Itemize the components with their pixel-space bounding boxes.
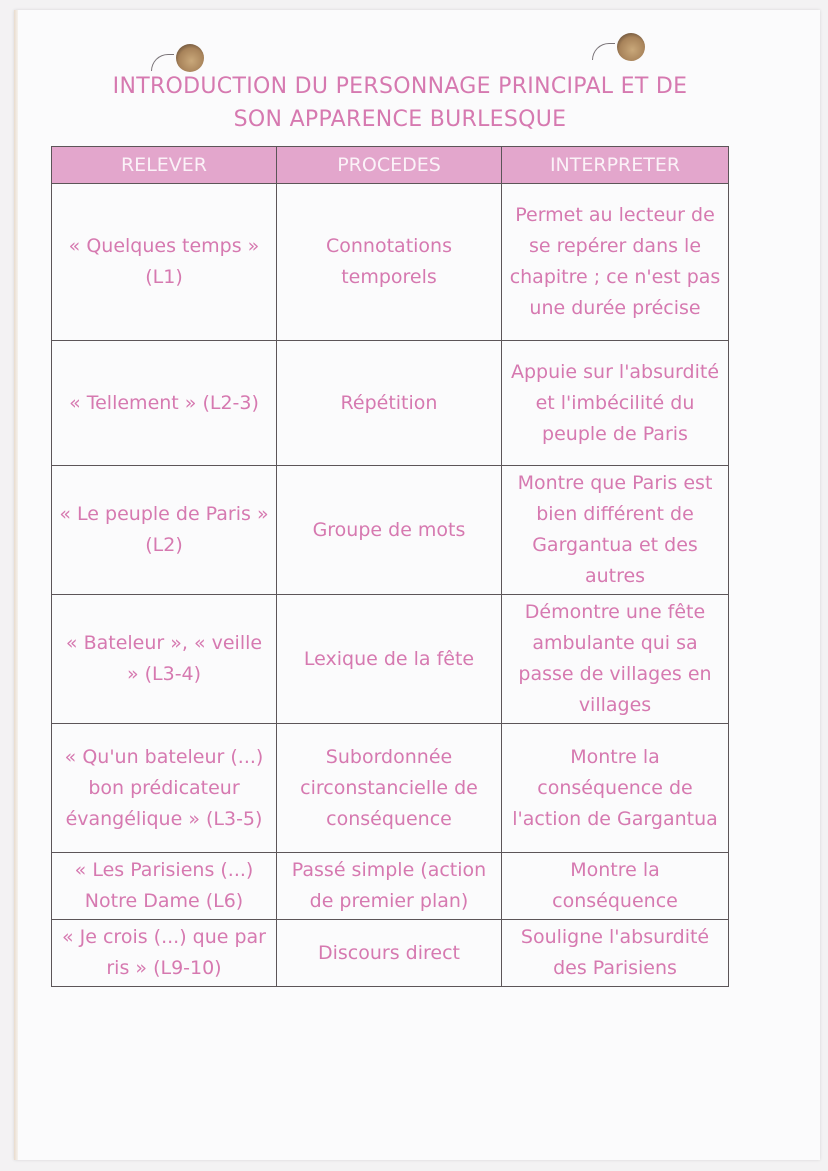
cell-procedes: Répétition [277,341,502,466]
title-line-1: INTRODUCTION DU PERSONNAGE PRINCIPAL ET DE [112,74,688,99]
cell-interpreter: Montre la conséquence [502,853,729,920]
cell-interpreter: Montre la conséquence de l'action de Gargantua [502,724,729,853]
analysis-table [51,146,729,987]
table-row [52,341,729,466]
table-row [52,920,729,987]
binder-ring-right [592,43,615,60]
title-line-2: SON APPARENCE BURLESQUE [233,107,567,132]
cell-procedes: Passé simple (action de premier plan) [277,853,502,920]
cell-relever: « Quelques temps » (L1) [52,184,277,341]
table-row [52,184,729,341]
paper-edge [14,10,18,1160]
punch-hole-left [176,44,204,72]
header-procedes: PROCEDES [277,147,502,184]
cell-interpreter: Souligne l'absurdité des Parisiens [502,920,729,987]
cell-relever: « Qu'un bateleur (...) bon prédicateur évangélique » (L3-5) [52,724,277,853]
cell-relever: « Bateleur », « veille » (L3-4) [52,595,277,724]
cell-relever: « Je crois (...) que par ris » (L9-10) [52,920,277,987]
page-title [40,70,760,136]
cell-relever: « Le peuple de Paris » (L2) [52,466,277,595]
cell-relever: « Tellement » (L2-3) [52,341,277,466]
cell-procedes: Subordonnée circonstancielle de conséquence [277,724,502,853]
table-row [52,595,729,724]
cell-interpreter: Montre que Paris est bien différent de Gargantua et des autres [502,466,729,595]
cell-relever: « Les Parisiens (...) Notre Dame (L6) [52,853,277,920]
cell-interpreter: Appuie sur l'absurdité et l'imbécilité du peuple de Paris [502,341,729,466]
table-row [52,466,729,595]
table-row [52,724,729,853]
cell-interpreter: Démontre une fête ambulante qui sa passe de villages en villages [502,595,729,724]
cell-procedes: Lexique de la fête [277,595,502,724]
table-row [52,853,729,920]
binder-ring-left [151,54,174,71]
header-relever: RELEVER [52,147,277,184]
cell-procedes: Discours direct [277,920,502,987]
table-header-row [52,147,729,184]
cell-procedes: Groupe de mots [277,466,502,595]
punch-hole-right [617,33,645,61]
header-interpreter: INTERPRETER [502,147,729,184]
cell-procedes: Connotations temporels [277,184,502,341]
cell-interpreter: Permet au lecteur de se repérer dans le chapitre ; ce n'est pas une durée précise [502,184,729,341]
